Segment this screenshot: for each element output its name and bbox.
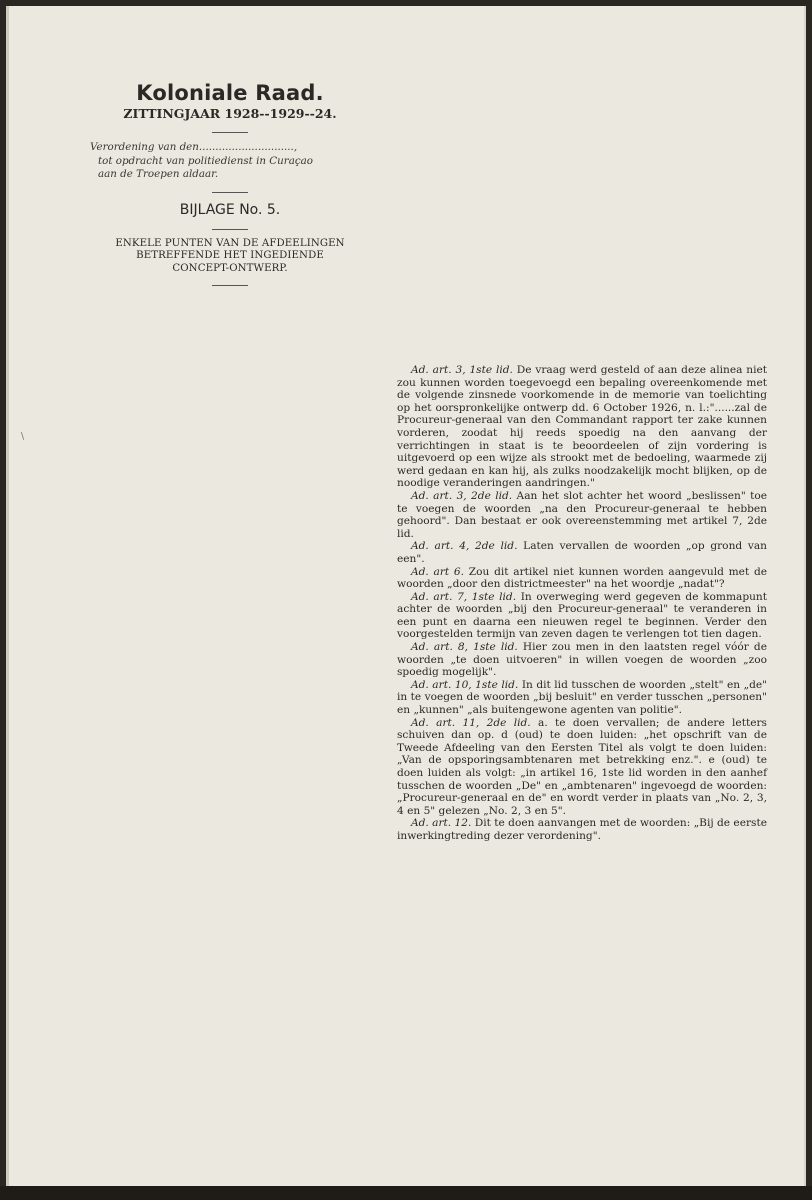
paragraph-text: a. te doen vervallen; de andere letters schuiven dan op. d (oud) te doen luiden: „het opschrift van de Tweede Afdeeling van den Eersten Titel als volgt te doen luiden: „Van de opsporingsambtenaren met betrekking enz.". e (oud) te doen luiden als volgt: „in artikel 16, 1ste lid worden in den aanhef tusschen de woorden „De" en „ambtenaren" ingevoegd de woorden: „Procureur-generaal en de" en wordt verder in plaats van „No. 2, 3, 4 en 5" gelezen „No. 2, 3 en 5". [397, 716, 767, 817]
subject-line: ENKELE PUNTEN VAN DE AFDEELINGEN [115, 237, 345, 249]
article-ref: Ad. art. 3, 1ste lid. [411, 364, 513, 376]
paragraph [397, 641, 767, 679]
divider [212, 285, 248, 286]
paragraph-text: De vraag werd gesteld of aan deze alinea niet zou kunnen worden toegevoegd een bepaling overeenkomende met de volgende zinsnede voorkomende in de memorie van toelichting op het oorspronkelijke ontwerp dd. 6 October 1926, n. l.:"......zal de Procureur-generaal van den Commandant rapport ter zake kunnen vorderen, zoodat hij reeds spoedig na den aanvang der verrichtingen in staat is te beoordeelen of zijn vordering is uitgevoerd op een wijze als strookt met de bedoeling, waarmede zij werd gedaan en kan hij, als zulks noodzakelijk mocht blijken, op de noodige veranderingen aandringen." [397, 364, 767, 490]
subject-line: CONCEPT-ONTWERP. [172, 262, 288, 274]
paragraph [397, 817, 767, 842]
page-spine [6, 6, 9, 1186]
divider [212, 229, 248, 230]
ordinance-line: tot opdracht van politiedienst in Curaçao [98, 154, 313, 167]
paragraph [397, 717, 767, 818]
article-ref: Ad. art. 10, 1ste lid. [411, 678, 519, 691]
paragraph-text: Laten vervallen de woorden „op grond van een". [397, 540, 767, 565]
session-year: ZITTINGJAAR 1928--1929--24. [123, 106, 337, 121]
stray-mark: \ [21, 432, 25, 442]
divider [212, 192, 248, 193]
ordinance-title [80, 141, 380, 182]
article-ref: Ad. art. 11, 2de lid. [411, 716, 531, 729]
annex-label: BIJLAGE No. 5. [179, 201, 281, 218]
paragraph [397, 679, 767, 717]
paragraph-text: In dit lid tusschen de woorden „stelt" en „de" in te voegen de woorden „bij besluit" en verder tusschen „personen" en „kunnen" „als buitengewone agenten van politie". [397, 678, 767, 717]
article-ref: Ad. art. 3, 2de lid. [411, 489, 513, 502]
body-text [397, 364, 767, 843]
article-ref: Ad. art. 12. [411, 817, 472, 830]
paragraph [397, 364, 767, 490]
council-title: Koloniale Raad. [136, 81, 324, 105]
paragraph-text: Hier zou men in den laatsten regel vóór de woorden „te doen uitvoeren" in willen voegen de woorden „zoo spoedig mogelijk". [397, 641, 767, 679]
article-ref: Ad. art 6. [411, 565, 465, 578]
scan-bottom-edge [0, 1186, 812, 1200]
paragraph [397, 566, 767, 591]
subject-line: BETREFFENDE HET INGEDIENDE [136, 250, 324, 261]
paragraph [397, 591, 767, 641]
ordinance-line: aan de Troepen aldaar. [98, 168, 219, 180]
paragraph-text: Aan het slot achter het woord „beslissen" toe te voegen de woorden „na den Procureur-generaal te hebben gehoord". Dan bestaat er ook overeenstemming met artikel 7, 2de lid. [397, 489, 767, 540]
article-ref: Ad. art. 7, 1ste lid. [411, 590, 517, 603]
document-header [80, 80, 380, 294]
paragraph-text: In overweging werd gegeven de kommapunt achter de woorden „bij den Procureur-generaal" te veranderen in een punt en daarna een nieuwen regel te beginnen. Verder den voorgestelden termijn van zeven dagen te verlengen tot tien dagen. [397, 590, 767, 641]
ordinance-line: Verordening van den............................., [90, 141, 298, 153]
article-ref: Ad. art. 8, 1ste lid. [411, 641, 518, 654]
paragraph [397, 490, 767, 540]
article-ref: Ad. art. 4, 2de lid. [411, 540, 518, 553]
divider [212, 132, 248, 133]
paragraph [397, 540, 767, 565]
paragraph-text: Dit te doen aanvangen met de woorden: „Bij de eerste inwerkingtreding dezer verordening". [397, 817, 767, 842]
subject-heading [80, 238, 380, 276]
paragraph-text: Zou dit artikel niet kunnen worden aangevuld met de woorden „door den districtmeester" na het woordje „nadat"? [397, 565, 767, 591]
